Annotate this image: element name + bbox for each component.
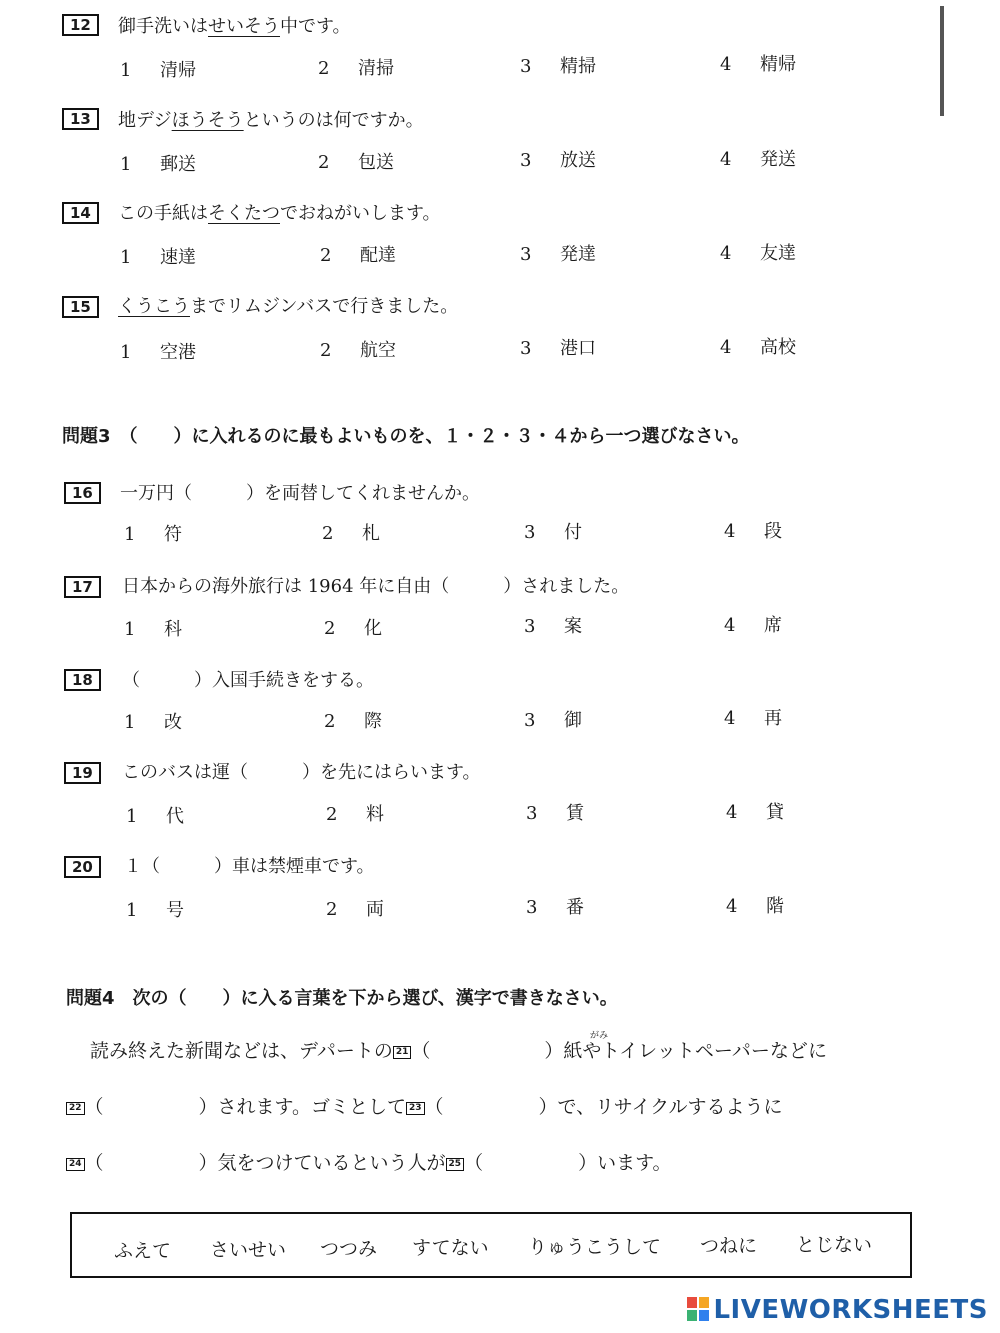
option-4[interactable]: 4 高校 [720,337,796,358]
question-number: 12 [62,14,99,36]
option-3[interactable]: 3 精掃 [520,56,596,77]
option-4[interactable]: 4 階 [726,896,784,917]
question-text: このバスは運（ ）を先にはらいます。 [122,762,481,783]
option-2[interactable]: 2 配達 [320,245,396,266]
blank-number-22: 22 [66,1102,85,1115]
underlined-word: そくたつ [208,203,280,224]
question-text: １（ ）車は禁煙車です。 [124,856,375,877]
option-2[interactable]: 2 料 [326,804,384,825]
logo-icon [687,1297,709,1321]
blank-number-23: 23 [406,1102,425,1115]
option-1[interactable]: 1 代 [126,806,184,827]
option-2[interactable]: 2 包送 [318,152,394,173]
question-number: 20 [64,856,101,878]
option-3[interactable]: 3 放送 [520,150,596,171]
passage-line-3 [66,1148,672,1175]
question-number: 17 [64,576,101,598]
furigana: がみ [590,1031,609,1041]
option-4[interactable]: 4 精帰 [720,54,796,75]
word-option[interactable]: すてない [412,1237,489,1259]
question-number: 15 [62,296,99,318]
option-1[interactable]: 1 郵送 [120,154,196,175]
question-text: 一万円（ ）を両替してくれませんか。 [120,483,480,504]
option-4[interactable]: 4 再 [724,708,782,729]
question-text: 御手洗いはせいそう中です。 [118,16,351,37]
word-option[interactable]: つつみ [320,1238,378,1260]
question-number: 19 [64,762,101,784]
option-1[interactable]: 1 清帰 [120,60,196,81]
underlined-word: せいそう [208,16,280,37]
word-option[interactable]: ふえて [114,1240,172,1262]
option-1[interactable]: 1 科 [124,619,182,640]
question-number: 13 [62,108,99,130]
option-3[interactable]: 3 番 [526,897,584,918]
option-4[interactable]: 4 貸 [726,802,784,823]
word-option[interactable]: つねに [700,1235,758,1257]
option-1[interactable]: 1 号 [126,900,184,921]
option-3[interactable]: 3 案 [524,616,582,637]
question-number: 16 [64,482,101,504]
word-option[interactable]: とじない [796,1234,873,1256]
question-text: くうこうまでリムジンバスで行きました。 [118,296,459,317]
word-option[interactable]: りゅうこうして [528,1236,662,1258]
blank-23[interactable]: （ ）で、リサイクルするように [424,1096,783,1118]
section-4-heading: 問題4 次の（ ）に入る言葉を下から選び、漢字で書きなさい。 [66,988,618,1009]
blank-22[interactable]: （ ）されます。ゴミとして [84,1096,407,1118]
blank-number-21: 21 [393,1046,412,1059]
option-2[interactable]: 2 清掃 [318,58,394,79]
option-4[interactable]: 4 段 [724,521,782,542]
blank-21[interactable]: （ ）紙やトイレットペーパーなどに [411,1040,827,1062]
liveworksheets-logo [687,1295,988,1325]
logo-text: LIVEWORKSHEETS [713,1295,988,1325]
section-3-heading: 問題3 （ ）に入れるのに最もよいものを、１・２・３・４から一つ選びなさい。 [62,426,750,447]
option-2[interactable]: 2 航空 [320,340,396,361]
underlined-word: くうこう [118,296,190,317]
option-1[interactable]: 1 空港 [120,342,196,363]
option-2[interactable]: 2 両 [326,899,384,920]
question-number: 14 [62,202,99,224]
option-1[interactable]: 1 速達 [120,247,196,268]
option-1[interactable]: 1 改 [124,712,182,733]
option-1[interactable]: 1 符 [124,524,182,545]
option-3[interactable]: 3 発達 [520,244,596,265]
word-bank [70,1212,912,1278]
underlined-word: ほうそう [171,110,244,131]
option-3[interactable]: 3 港口 [520,338,596,359]
option-3[interactable]: 3 付 [524,522,582,543]
question-text: この手紙はそくたつでおねがいします。 [118,203,441,224]
option-4[interactable]: 4 友達 [720,243,796,264]
page-edge-mark [940,6,944,116]
question-text: （ ）入国手続きをする。 [122,670,374,691]
blank-24[interactable]: （ ）気をつけているという人が [84,1152,446,1174]
blank-number-25: 25 [446,1158,465,1171]
option-2[interactable]: 2 際 [324,711,382,732]
passage-line-2 [66,1092,783,1119]
option-2[interactable]: 2 札 [322,523,380,544]
passage-line-1: 読み終えた新聞などは、デパートの 21 （ ）紙やトイレットペーパーなどに [90,1040,827,1062]
question-number: 18 [64,669,101,691]
blank-number-24: 24 [66,1158,85,1171]
word-option[interactable]: さいせい [210,1239,287,1261]
blank-25[interactable]: （ ）います。 [464,1152,672,1174]
option-4[interactable]: 4 発送 [720,149,796,170]
option-4[interactable]: 4 席 [724,615,782,636]
question-text: 地デジほうそうというのは何ですか。 [118,110,424,131]
option-3[interactable]: 3 賃 [526,803,584,824]
question-text: 日本からの海外旅行は 1964 年に自由（ ）されました。 [122,576,630,597]
option-2[interactable]: 2 化 [324,618,382,639]
option-3[interactable]: 3 御 [524,710,582,731]
